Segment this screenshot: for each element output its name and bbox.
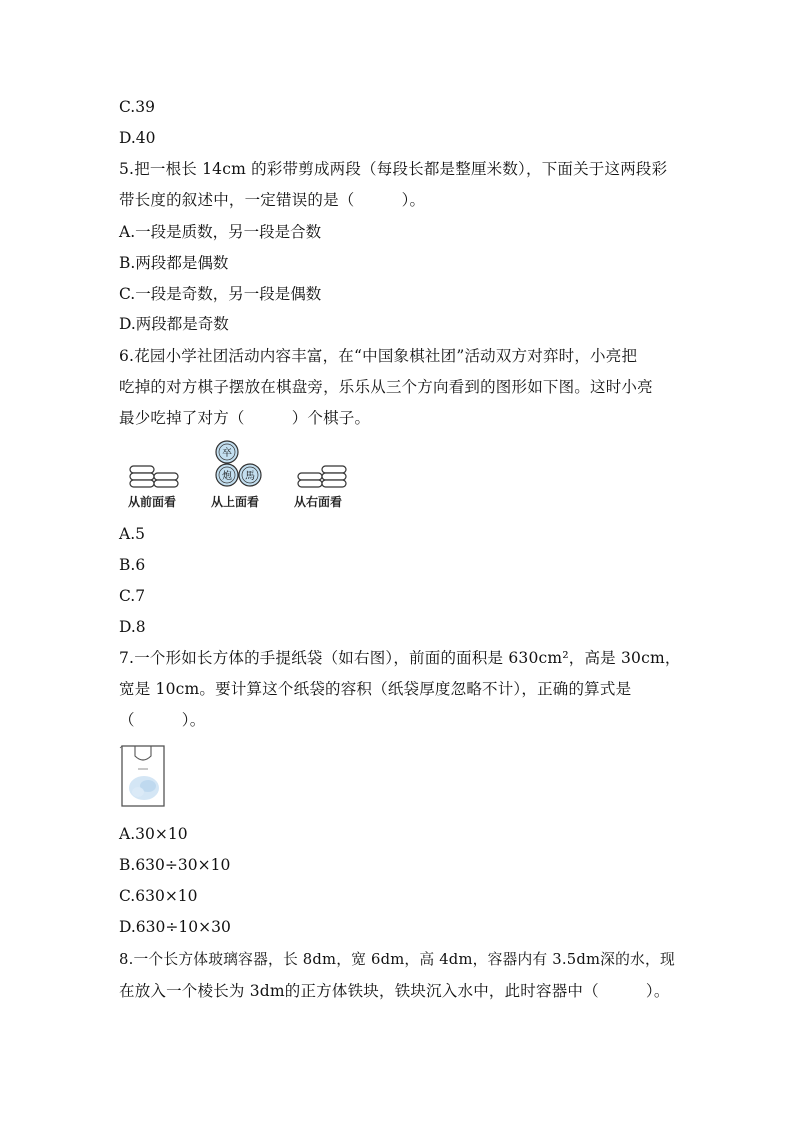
question-5-stem-line-1: 5.把一根长 14cm 的彩带剪成两段（每段长都是整厘米数），下面关于这两段彩 bbox=[119, 160, 668, 178]
option-q5-a: A.一段是质数，另一段是合数 bbox=[119, 223, 322, 241]
chess-pieces-three-view-figure bbox=[120, 436, 365, 514]
top-view bbox=[216, 441, 261, 486]
option-q4-d: D.40 bbox=[119, 129, 156, 147]
option-q7-a: A.30×10 bbox=[119, 825, 188, 843]
chess-piece-zu: 卒 bbox=[222, 448, 232, 459]
option-q6-c: C.7 bbox=[119, 587, 146, 605]
question-8-stem-line-1: 8.一个长方体玻璃容器，长 8dm，宽 6dm，高 4dm，容器内有 3.5dm深的水，现 bbox=[119, 951, 675, 968]
paper-bag-figure bbox=[118, 742, 168, 810]
chess-piece-ma: 馬 bbox=[245, 471, 255, 482]
front-view bbox=[130, 466, 178, 487]
caption-front-view: 从前面看 bbox=[128, 495, 177, 509]
option-q4-c: C.39 bbox=[119, 98, 155, 116]
question-7-stem-line-1: 7.一个形如长方体的手提纸袋（如右图），前面的面积是 630cm²，高是 30cm， bbox=[119, 649, 681, 667]
chess-piece-pao: 炮 bbox=[222, 471, 232, 482]
right-view bbox=[298, 466, 346, 487]
question-6-stem-line-1: 6.花园小学社团活动内容丰富，在“中国象棋社团”活动双方对弈时，小亮把 bbox=[119, 347, 638, 365]
option-q5-d: D.两段都是奇数 bbox=[119, 315, 229, 333]
question-6-stem-line-2: 吃掉的对方棋子摆放在棋盘旁，乐乐从三个方向看到的图形如下图。这时小亮 bbox=[119, 378, 653, 396]
option-q7-b: B.630÷30×10 bbox=[119, 856, 231, 874]
caption-top-view: 从上面看 bbox=[211, 495, 260, 509]
option-q5-b: B.两段都是偶数 bbox=[119, 254, 229, 272]
option-q7-d: D.630÷10×30 bbox=[119, 918, 231, 936]
option-q6-a: A.5 bbox=[119, 525, 145, 543]
option-q6-d: D.8 bbox=[119, 618, 146, 636]
question-8-stem-line-2: 在放入一个棱长为 3dm的正方体铁块，铁块沉入水中，此时容器中（ ）。 bbox=[119, 982, 670, 1000]
question-6-stem-line-3: 最少吃掉了对方（ ）个棋子。 bbox=[119, 409, 371, 427]
question-7-stem-line-2: 宽是 10cm。要计算这个纸袋的容积（纸袋厚度忽略不计），正确的算式是 bbox=[119, 680, 632, 698]
option-q6-b: B.6 bbox=[119, 556, 146, 574]
question-7-stem-line-3: （ ）。 bbox=[119, 711, 206, 729]
caption-right-view: 从右面看 bbox=[294, 495, 343, 509]
question-5-stem-line-2: 带长度的叙述中，一定错误的是（ ）。 bbox=[119, 191, 426, 209]
option-q5-c: C.一段是奇数，另一段是偶数 bbox=[119, 285, 322, 303]
option-q7-c: C.630×10 bbox=[119, 887, 198, 905]
